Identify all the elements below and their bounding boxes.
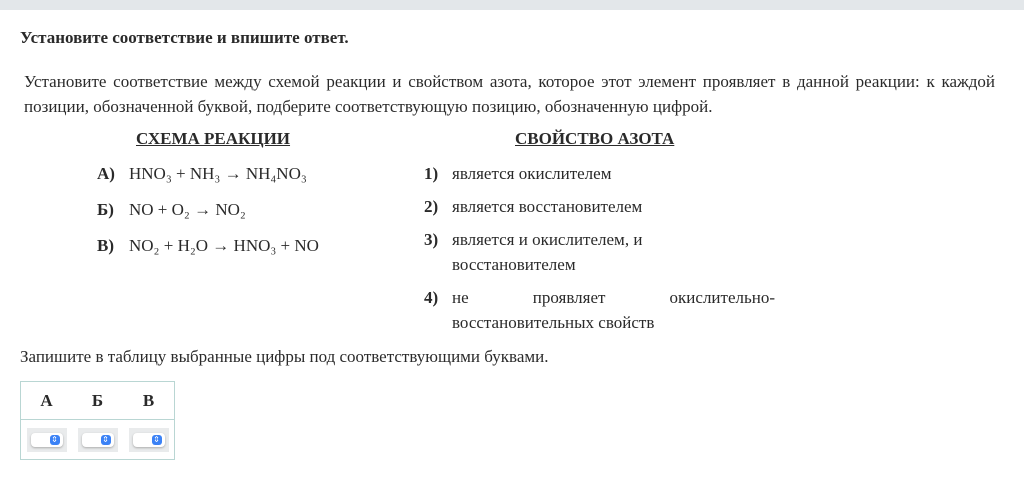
properties-list — [424, 161, 784, 341]
column-header-a: А — [21, 382, 73, 420]
reaction-label: Б) — [97, 200, 114, 219]
reaction-label: А) — [97, 164, 115, 183]
column-header-b: Б — [72, 382, 123, 420]
reaction-c — [97, 233, 319, 258]
property-text: является и окислителем, и восстановителем — [452, 230, 643, 274]
instruction: Запишите в таблицу выбранные цифры под соответствующими буквами. — [20, 347, 549, 366]
reaction-formula: NO + O₂ → NO₂ — [129, 200, 246, 219]
reaction-label: В) — [97, 236, 114, 255]
task-heading: Установите соответствие и впишите ответ. — [20, 28, 349, 47]
answer-select-b[interactable] — [78, 428, 118, 452]
property-text: является восстановителем — [452, 197, 643, 216]
answer-table — [20, 381, 175, 460]
chevron-updown-icon: ⇕ — [51, 434, 58, 444]
top-bar — [0, 0, 1024, 10]
chevron-updown-icon: ⇕ — [102, 434, 109, 444]
answer-select-a[interactable] — [27, 428, 67, 452]
answer-select-c[interactable] — [129, 428, 169, 452]
left-column-header: СХЕМА РЕАКЦИИ — [136, 129, 291, 148]
column-header-c: В — [123, 382, 175, 420]
property-number: 2) — [424, 197, 439, 216]
property-text: не проявляет окислительно-восстановительных свойств — [452, 288, 775, 332]
task-text: Установите соответствие между схемой реакции и свойством азота, которое этот элемент проявляет в данной реакции: к каждой позиции, обозначенной буквой, подберите соответствующую позицию, обозначенную цифрой. — [24, 72, 995, 116]
right-column-header: СВОЙСТВО АЗОТА — [515, 129, 675, 148]
property-number: 4) — [424, 288, 439, 307]
reaction-a — [97, 161, 307, 186]
chevron-updown-icon: ⇕ — [153, 434, 160, 444]
property-number: 1) — [424, 164, 439, 183]
reaction-formula: NO₂ + H₂O → HNO₃ + NO — [129, 236, 319, 255]
property-number: 3) — [424, 230, 439, 249]
reaction-b — [97, 197, 246, 222]
reaction-formula: HNO₃ + NH₃ → NH₄NO₃ — [129, 164, 307, 183]
property-text: является окислителем — [452, 164, 612, 183]
